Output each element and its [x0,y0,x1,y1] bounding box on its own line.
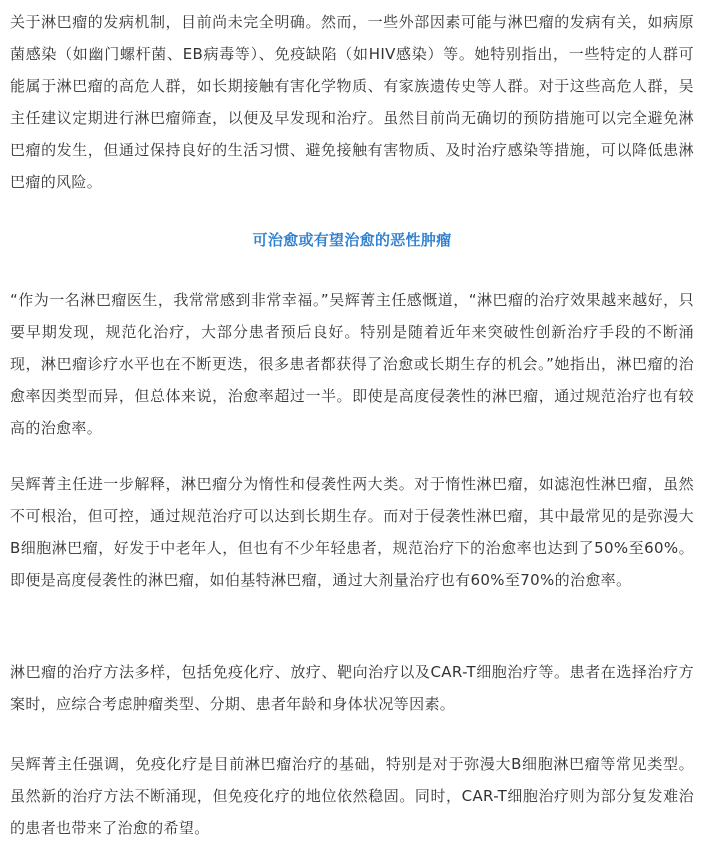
section-heading: 可治愈或有望治愈的恶性肿瘤 [252,231,452,249]
paragraph-treatment-methods: 淋巴瘤的治疗方法多样，包括免疫化疗、放疗、靶向治疗以及CAR-T细胞治疗等。患者在选择治疗方案时，应综合考虑肿瘤类型、分期、患者年龄和身体状况等因素。 [10,663,694,713]
paragraph-doctor-quote: “作为一名淋巴瘤医生，我常常感到非常幸福。”吴辉菁主任感慨道，“淋巴瘤的治疗效果越来越好，只要早期发现，规范化治疗，大部分患者预后良好。特别是随着近年来突破性创新治疗手段的不断涌现，淋巴瘤诊疗水平也在不断更迭，很多患者都获得了治愈或长期生存的机会。”她指出，淋巴瘤的治愈率因类型而异，但总体来说，治愈率超过一半。即使是高度侵袭性的淋巴瘤，通过规范治疗也有较高的治愈率。 [10,291,694,437]
paragraph-lymphoma-types: 吴辉菁主任进一步解释，淋巴瘤分为惰性和侵袭性两大类。对于惰性淋巴瘤，如滤泡性淋巴瘤，虽然不可根治，但可控，通过规范治疗可以达到长期生存。而对于侵袭性淋巴瘤，其中最常见的是弥漫大B细胞淋巴瘤，好发于中老年人，但也有不少年轻患者，规范治疗下的治愈率也达到了50%至60%。即便是高度侵袭性的淋巴瘤，如伯基特淋巴瘤，通过大剂量治疗也有60%至70%的治愈率。 [10,475,694,589]
intro-paragraph: 关于淋巴瘤的发病机制，目前尚未完全明确。然而，一些外部因素可能与淋巴瘤的发病有关，如病原菌感染（如幽门螺杆菌、EB病毒等）、免疫缺陷（如HIV感染）等。她特别指出，一些特定的人群可能属于淋巴瘤的高危人群，如长期接触有害化学物质、有家族遗传史等人群。对于这些高危人群，吴主任建议定期进行淋巴瘤筛查，以便及早发现和治疗。虽然目前尚无确切的预防措施可以完全避免淋巴瘤的发生，但通过保持良好的生活习惯、避免接触有害物质、及时治疗感染等措施，可以降低患淋巴瘤的风险。 [10,13,694,191]
paragraph-immunochemotherapy: 吴辉菁主任强调，免疫化疗是目前淋巴瘤治疗的基础，特别是对于弥漫大B细胞淋巴瘤等常见类型。虽然新的治疗方法不断涌现，但免疫化疗的地位依然稳固。同时，CAR-T细胞治疗则为部分复发难治的患者也带来了治愈的希望。 [10,755,694,837]
